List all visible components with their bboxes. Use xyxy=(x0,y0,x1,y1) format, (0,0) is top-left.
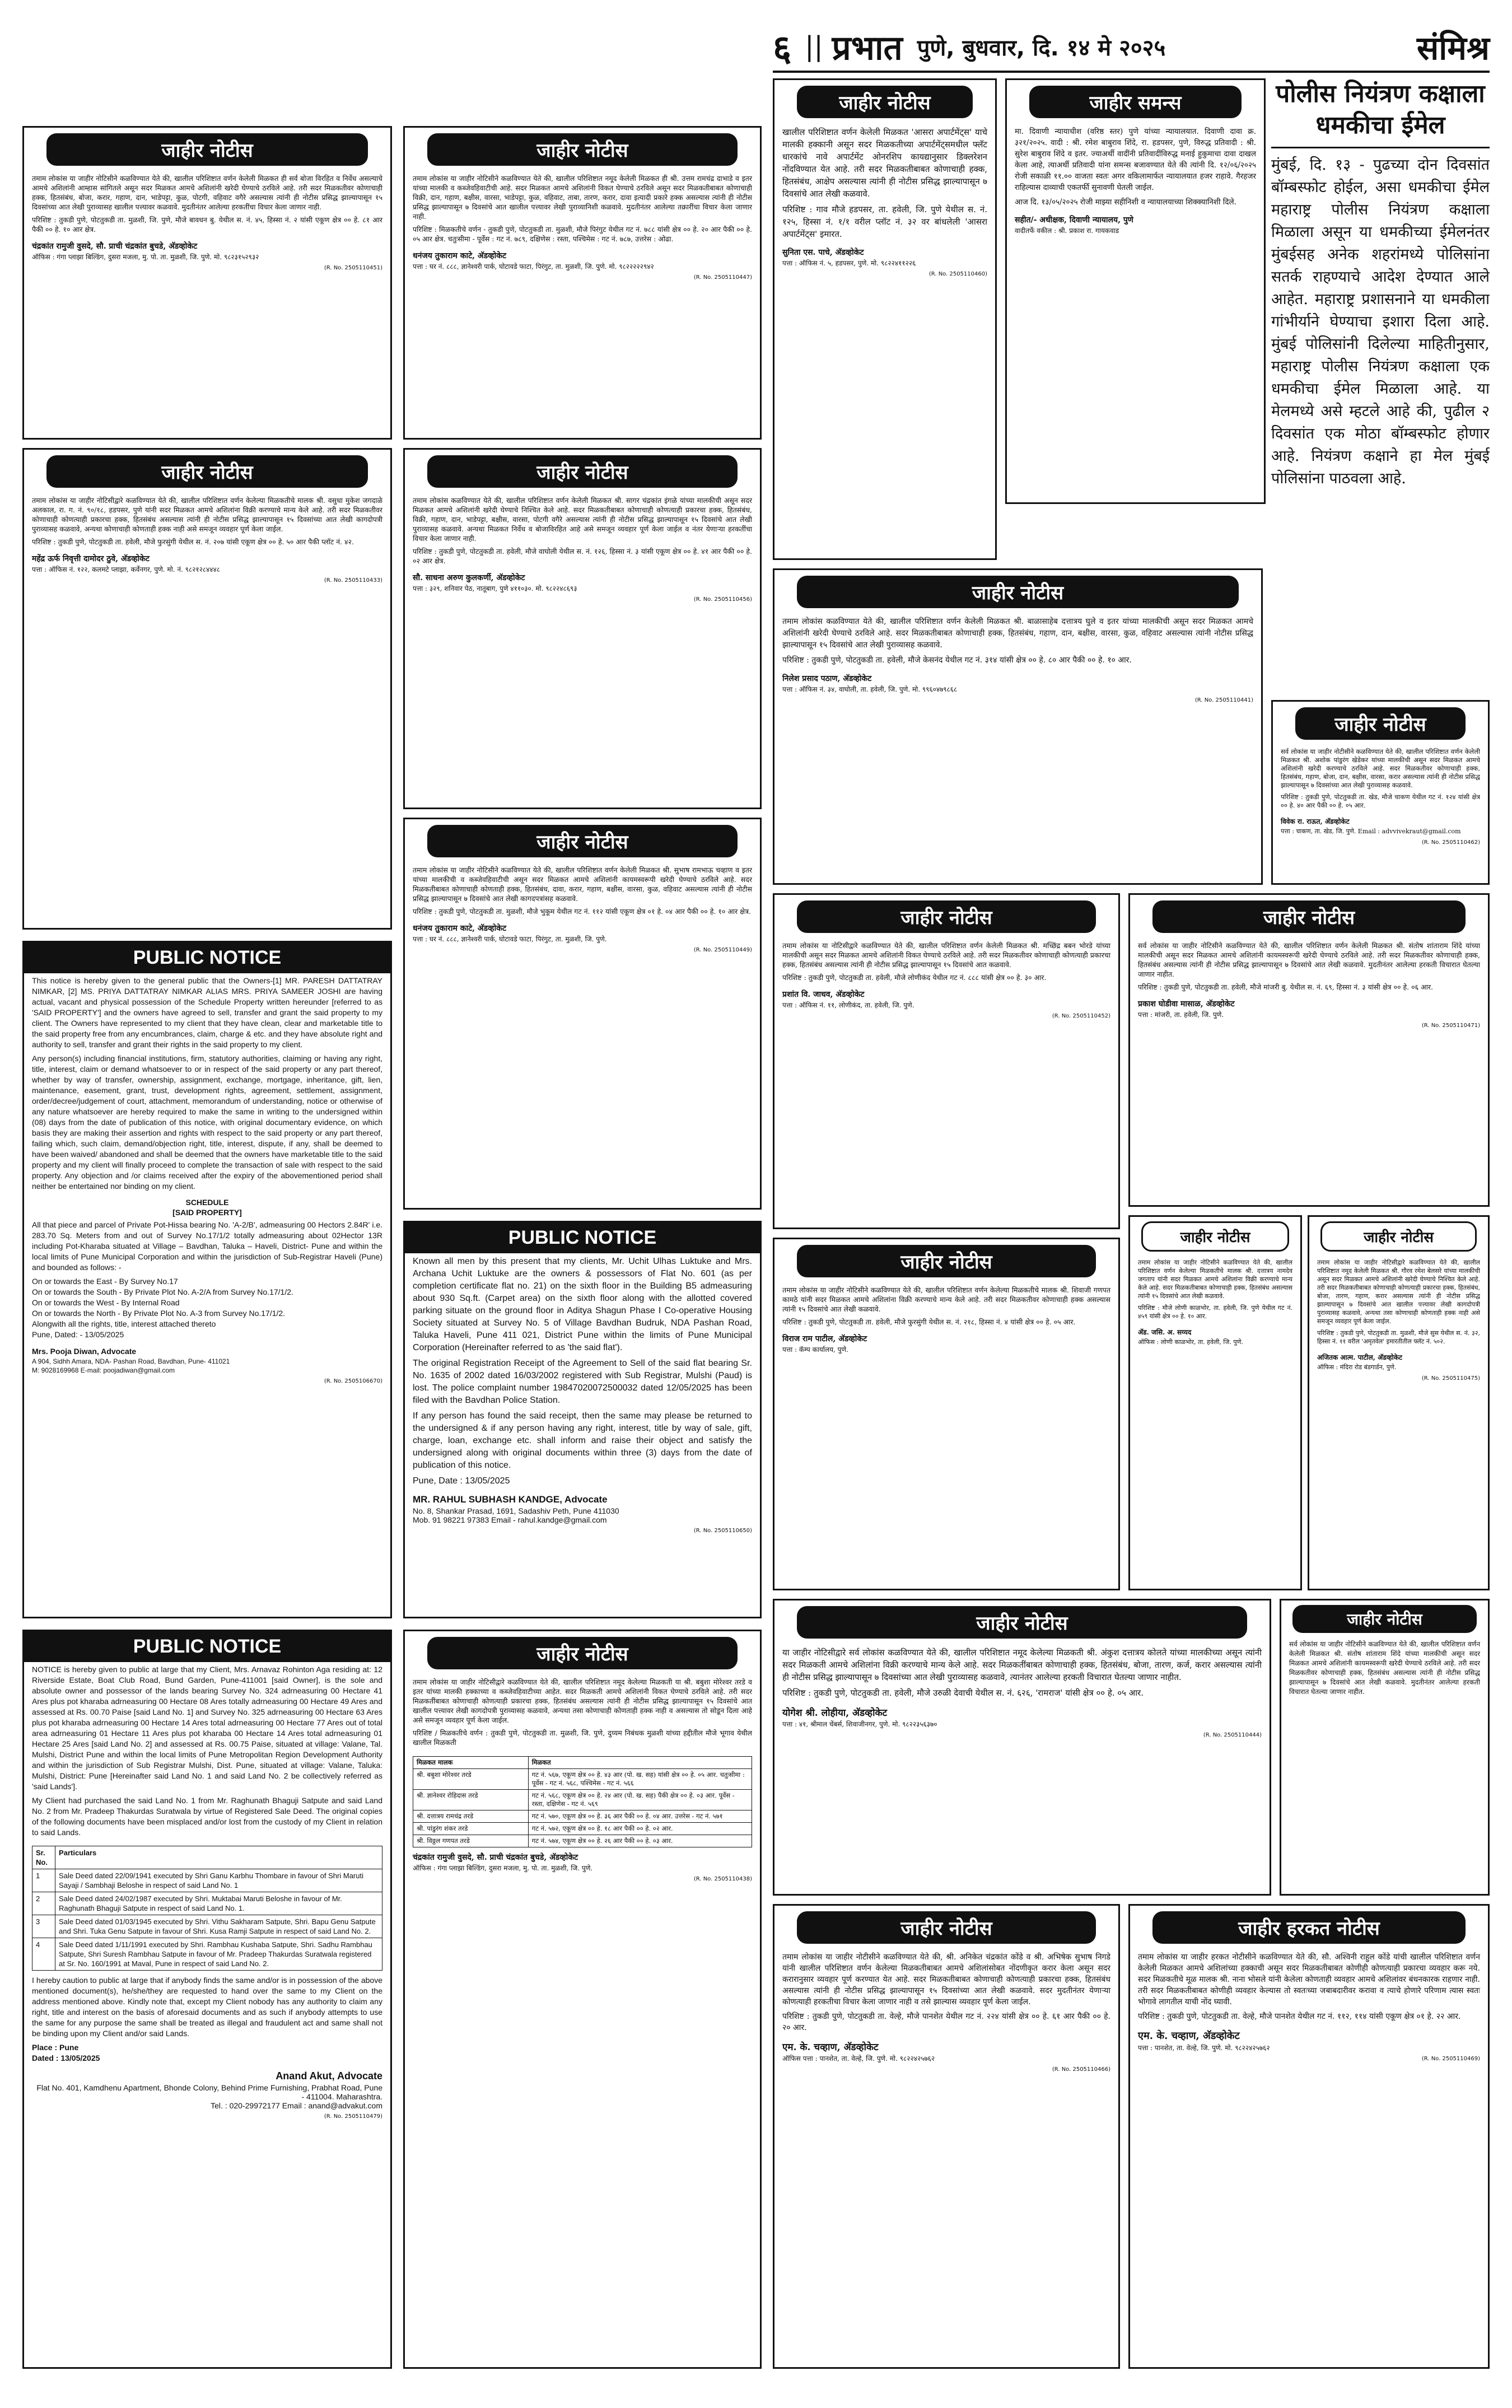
notice-signatory: धनंजय तुकाराम काटे, अ‍ॅडव्होकेट xyxy=(413,924,506,933)
notice-address: पत्ता : चाकण, ता. खेड, जि. पुणे. Email : advvivekraut@gmail.com xyxy=(1281,828,1461,835)
table-cell: 2 xyxy=(32,1892,55,1915)
news-headline: पोलीस नियंत्रण कक्षाला धमकीचा ईमेल xyxy=(1271,78,1490,148)
notice-address: पत्ता : घर नं. ८८८, ज्ञानेश्वरी पार्क, घोटावडे फाटा, पिरंगुट, ता. मुळशी, जि. पुणे. xyxy=(413,935,607,943)
notice-heading: जाहीर नोटीस xyxy=(427,825,738,857)
notice-address: पत्ता : घर नं. ८८८, ज्ञानेश्वरी पार्क, घोटावडे फाटा, पिरंगुट, ता. मुळशी, जि. पुणे. मो. ९८२२२२२९४२ xyxy=(413,263,654,270)
notice-box xyxy=(403,448,762,809)
table-cell: श्री. विठ्ठल गणपत तरडे xyxy=(413,1835,529,1847)
release-number: (R. No. 2505110650) xyxy=(693,1528,752,1534)
notice-signatory: चंद्रकांत रामुजी वुसदे, सौ. प्राची चंद्रकांत बुचडे, अ‍ॅडव्होकेट xyxy=(413,1853,578,1862)
table-cell: Sale Deed dated 22/09/1941 executed by Shri Ganu Karbhu Thombare in favour of Shri Maruti Sayaji / Sambhaji Beloshe in respect of said Land No. 1 xyxy=(55,1869,382,1892)
notice-heading: जाहीर हरकत नोटीस xyxy=(1152,1911,1466,1944)
notice-paragraph: My Client had purchased the said Land No. 1 from Mr. Raghunath Bhaguji Satpute and said Land No. 2 from Mr. Pradeep Thakurdas Suratwala by virtue of Registered Sale Deed. The original copies of the following documents have been misplaced and/or lost from the custody of my Client in relation to said Lands. xyxy=(32,1796,382,1837)
release-number: (R. No. 2505110469) xyxy=(1421,2056,1480,2062)
notice-body: तमाम लोकांस या जाहीर नोटिसीने कळविण्यात येते की, खालील परिशिष्टात वर्णन केलेल्या मिळकतीचे मालक श्री. दत्तात्रय नामदेव जगताप यांनी सदर मिळकत आमचे अशिलांना विक्री करण्याचे मान्य केले आहे. सदर मिळकतीबाबत कोणाचाही हक्क, हितसंबंध असल्यास त्यांनी १५ दिवसांचे आत लेखी कळवावे. xyxy=(1138,1259,1292,1300)
notice-address: पत्ता : ऑफिस नं. १२२, कलमटे प्लाझा, कर्वेनगर, पुणे. मो. नं. ९८२१२८४४४८ xyxy=(32,566,221,573)
notice-schedule: परिशिष्ट : तुकडी पुणे, पोटतुकडी ता. हवेली, मौजे केसनंद येथील गट नं. ३१४ यांसी क्षेत्र ०० हे. ८० आर पैकी ०० हे. १० आर. xyxy=(782,656,1132,665)
notice-box xyxy=(773,1238,1120,1590)
table-cell: गट नं. ५७२, एकूण क्षेत्र ०० हे. १८ आर पैकी ०० हे. ०२ आर. xyxy=(528,1823,752,1835)
notice-box xyxy=(22,448,392,930)
notice-heading: जाहीर नोटीस xyxy=(797,1911,1096,1944)
notice-signatory: विराज राम पाटील, अ‍ॅडव्होकेट xyxy=(782,1334,867,1343)
release-number: (R. No. 2505110441) xyxy=(1194,697,1253,703)
notice-signatory: अजितक आत्म. पाटील, अ‍ॅडव्होकेट xyxy=(1317,1354,1402,1361)
notice-body: तमाम लोकांस या जाहीर हरकत नोटीसीने कळविण्यात येते की, सौ. अश्विनी राहुल कोंडे यांची खालील परिशिष्टात वर्णन केलेली मिळकत आमचे अशिलांच्या हक्काची असून सदर मिळकतीबाबत कोणीही कोणत्याही प्रकारचा व्यवहार करू नये. सदर मिळकतीचे मूळ मालक श्री. नाना भोसले यांनी केलेला कोणताही व्यवहार आमचे अशिलांवर बंधनकारक राहणार नाही. तरी सदर मिळकतीबाबत कोणीही व्यवहार केल्यास तो स्वतःच्या जबाबदारीवर करावा व त्याचे होणारे परिणाम त्यास स्वतः भोगावे लागतील याची नोंद घ्यावी. xyxy=(1138,1953,1480,2006)
notice-signatory: सौ. साधना अरुण कुलकर्णी, अ‍ॅडव्होकेट xyxy=(413,573,525,582)
notice-box xyxy=(1271,700,1490,885)
notice-heading: जाहीर नोटीस xyxy=(1292,1605,1477,1633)
notice-heading: जाहीर नोटीस xyxy=(46,455,368,488)
notice-schedule: परिशिष्ट : गाव मौजे हडपसर, ता. हवेली, जि. पुणे येथील स. नं. १२५, हिस्सा नं. १/१ वरील प्लॉट नं. ३२ वर बांधलेली 'आसरा अपार्टमेंट्स' इमारत. xyxy=(782,204,987,239)
table-cell: 1 xyxy=(32,1869,55,1892)
notice-body: तमाम लोकांस कळविण्यात येते की, खालील परिशिष्टात वर्णन केलेली मिळकत श्री. सागर चंद्रकांत इंगळे यांच्या मालकीची असून सदर मिळकत आमचे अशिलांनी खरेदी घेण्याचे निश्चित केले आहे. सदर मिळकतीबाबत कोणाचाही कोणत्याही प्रकारचा हक्क, हितसंबंध, विक्री, गहाण, दान, भाडेपट्टा, बक्षीस, वारसा, पोटगी वगैरे असल्यास त्यांनी ही नोटीस प्रसिद्ध झाल्यापासून १५ दिवसांचे आत लेखी पुराव्यासह कळवावे. अन्यथा मिळकत निर्वेध व बोजाविरहित आहे असे समजून व्यवहार पूर्ण केला जाईल व नंतर येणाऱ्या हरकतींचा विचार केला जाणार नाही. xyxy=(413,496,752,543)
notice-signatory: Anand Akut, Advocate xyxy=(276,2070,382,2082)
table-header: Particulars xyxy=(55,1846,382,1869)
notice-schedule: परिशिष्ट : तुकडी पुणे, पोटतुकडी ता. हवेली, मौजे उरुळी देवाची येथील स. नं. ६२६, 'रामराज' यांसी क्षेत्र ०० हे. ०५ आर. xyxy=(782,1688,1144,1698)
release-number: (R. No. 2505110466) xyxy=(1052,2066,1110,2073)
notice-heading: जाहीर नोटीस xyxy=(427,1637,738,1669)
news-story xyxy=(1271,78,1490,692)
table-row xyxy=(32,1938,382,1971)
notice-address: वादीतर्फे वकील : श्री. प्रकाश रा. गायकवाड xyxy=(1015,227,1119,235)
public-notice-box xyxy=(22,941,392,1618)
table-cell: श्री. दत्तात्रय रामचंद्र तरडे xyxy=(413,1810,529,1823)
notice-body: तमाम लोकांस या जाहीर नोटिसीने कळविण्यात येते की, खालील परिशिष्टात वर्णन केलेली मिळकत ही सर्व बोजा विरहित व निर्वेध असल्याचे आमचे अशिलांनी आम्हास सांगितले असून सदर मिळकत आमचे अशिलांनी खरेदी घेण्याचे ठरविले आहे. तरी सदर मिळकतीवर कोणाचाही हक्क, हितसंबंध, बोजा, करार, गहाण, दान, भाडेपट्टा, कुळ, पोटगी, वहिवाट वगैरे असल्यास त्यांनी ही नोटीस प्रसिद्ध झाल्यापासून १५ दिवसांच्या आत लेखी पुराव्यासह खालील पत्त्यावर कळवावे. मुदतीनंतर आलेल्या हरकतींचा विचार केला जाणार नाही. xyxy=(32,174,382,211)
release-number: (R. No. 2505110471) xyxy=(1421,1023,1480,1029)
notice-signatory: विवेक रा. राऊत, अ‍ॅडव्होकेट xyxy=(1281,818,1350,825)
notice-heading: PUBLIC NOTICE xyxy=(405,1222,760,1253)
property-table xyxy=(413,1756,752,1847)
notice-signatory: योगेश श्री. लोहीया, अ‍ॅडव्होकेट xyxy=(782,1707,888,1719)
release-number: (R. No. 2505110460) xyxy=(928,271,987,277)
table-cell: Sale Deed dated 24/02/1987 executed by Shri. Muktabai Maruti Beloshe in favour of Mr. Raghunath Bhaguji Satpute in respect of said Land No. 1. xyxy=(55,1892,382,1915)
notice-box xyxy=(773,78,997,560)
notice-heading: जाहीर नोटीस xyxy=(427,455,738,488)
notice-address: Flat No. 401, Kamdhenu Apartment, Bhonde Colony, Behind Prime Furnishing, Prabhat Road, Pune - 411004. Maharashtra. Tel. : 020-29972177 Email : anand@advakut.com xyxy=(36,2083,382,2110)
notice-paragraph: If any person has found the said receipt, then the same may please be returned to the undersigned & if any person having any right, interest, title by way of sale, gift, charge, loan, exchange etc. shall inform and raise their object and satisfy the undersigned along with original documents within three (3) days from the date of publication of this notice. xyxy=(413,1411,752,1470)
public-notice-box xyxy=(403,1221,762,1618)
notice-heading: जाहीर नोटीस xyxy=(427,133,738,166)
notice-schedule: परिशिष्ट : तुकडी पुणे, पोटतुकडी ता. मुळशी, मौजे भुकूम येथील गट नं. ११२ यांसी एकूण क्षेत्र ०१ हे. ०४ आर पैकी ०० हे. १० आर क्षेत्र. xyxy=(413,907,752,916)
notice-body: तमाम लोकांस या जाहीर नोटिसीने कळविण्यात येते की, खालील परिशिष्टात नमूद केलेली मिळकत ही श्री. उत्तम रामचंद्र दाभाडे व इतर यांच्या मालकी व कब्जेवहिवाटीची आहे. सदर मिळकत आमचे अशिलांनी विकत घेण्याचे ठरविले असून सदर मिळकतीबाबत कोणाचाही विक्री, दान, गहाण, बक्षीस, वारसा, भाडेपट्टा, कुळ, वहिवाट, ताबा, तारण, करार, दावा इत्यादी प्रकारे हक्क असल्यास त्यांनी ही नोटीस प्रसिद्ध झाल्यापासून ७ दिवसांचे आत खालील पत्त्यावर लेखी पुराव्यानिशी कळवावे. मुदतीनंतर आलेल्या तक्रारींचा विचार केला जाणार नाही. xyxy=(413,174,752,221)
notice-box xyxy=(403,1630,762,2369)
notice-body: तमाम लोकांस या जाहीर नोटीसीने कळविण्यात येते की, श्री. अनिकेत चंद्रकांत कोंडे व श्री. अभिषेक सुभाष निगडे यांनी खालील परिशिष्टात वर्णन केलेल्या मिळकतीबाबत आमचे अशिलांसोबत नोंदणीकृत करार केला असून सदर करारानुसार व्यवहार पूर्ण करण्यात येत आहे. सदर मिळकतीबाबत कोणाचाही कोणत्याही प्रकारचा हक्क, हितसंबंध असल्यास त्यांनी ही नोटीस प्रसिद्ध झाल्यापासून १५ दिवसांच्या आत लेखी कळवावे. सदर मुदतीनंतर येणाऱ्या कोणत्याही हरकतीचा विचार केला जाणार नाही व तसे झाल्यास व्यवहार पूर्ण केला जाईल. xyxy=(782,1953,1110,2006)
notice-heading: जाहीर नोटीस xyxy=(797,900,1096,933)
notice-schedule: परिशिष्ट : तुकडी पुणे, पोटतुकडी ता. हवेली, मौजे फुरसुंगी येथील स. नं. २०७ यांसी एकूण क्षेत्र ०० हे. ५० आर पैकी प्लॉट नं. ४२. xyxy=(32,538,354,546)
table-cell: श्री. ज्ञानेश्वर रोहिदास तरडे xyxy=(413,1790,529,1810)
notice-schedule: परिशिष्ट : तुकडी पुणे, पोटतुकडी ता. हवेली, मौजे लोणीकंद येथील गट नं. ८८८ यांसी क्षेत्र ०० हे. ३० आर. xyxy=(782,973,1047,982)
notice-body: सर्व लोकांस या जाहीर नोटिसीने कळविण्यात येते की, खालील परिशिष्टात वर्णन केलेली मिळकत श्री. संतोष शांताराम शिंदे यांच्या मालकीची असून सदर मिळकत आमचे अशिलांनी कायमस्वरूपी खरेदी घेण्याचे ठरविले आहे. तरी सदर मिळकतीवर कोणाचाही हक्क, हितसंबंध असल्यास त्यांनी ही नोटीस प्रसिद्ध झाल्यापासून ७ दिवसांचे आत लेखी कळवावे. मुदतीनंतर आलेल्या हरकती विचारात घेतल्या जाणार नाहीत. xyxy=(1138,941,1480,978)
notice-body: तमाम लोकांस या नोटिसीद्वारे कळविण्यात येते की, खालील परिशिष्टात वर्णन केलेली मिळकत श्री. मच्छिंद्र बबन भोरडे यांच्या मालकीची असून सदर मिळकत आमचे अशिलांनी विकत घेण्याचे ठरविले आहे. तरी सदर मिळकतीवर कोणाचाही कोणत्याही प्रकारचा हक्क, हितसंबंध असल्यास त्यांनी ही नोटीस प्रसिद्ध झाल्यापासून १५ दिवसांचे आत कळवावे. xyxy=(782,941,1110,969)
notice-signatory: धनंजय तुकाराम काटे, अ‍ॅडव्होकेट xyxy=(413,251,506,260)
notice-address: ऑफिस : गंगा प्लाझा बिल्डिंग, दुसरा मजला, मु. पो. ता. मुळशी, जि. पुणे. xyxy=(413,1864,593,1872)
notice-schedule-intro: परिशिष्ट / मिळकतीचे वर्णन : तुकडी पुणे, पोटतुकडी ता. मुळशी, जि. पुणे, दुय्यम निबंधक मुळशी यांच्या हद्दीतील मौजे भूगाव येथील खालील मिळकती xyxy=(413,1729,752,1747)
notice-signatory: Mrs. Pooja Diwan, Advocate xyxy=(32,1347,137,1356)
notice-signatory: सहीत/- अधीक्षक, दिवाणी न्यायालय, पुणे xyxy=(1015,216,1133,225)
table-cell: श्री. बबुशा मोरेश्वर तरडे xyxy=(413,1769,529,1790)
table-row xyxy=(413,1769,752,1790)
notice-paragraph: Known all men by this present that my clients, Mr. Uchit Ulhas Luktuke and Mrs. Archana Uchit Luktuke are the owners & possessors of Flat No. 601 (as per completion certificate flat no. 21) on the sixth floor in the Building B5 admeasuring about 930 Sq.ft. (Carpet area) on the sixth floor along with the allotted covered parking situate on the ground floor in Aditya Shagun Phase I Co-operative Housing Society situated at Survey No. 5 of Village Bavdhan Budruk, NDA Pashan Road, Taluka Haveli, Pune 411 021, District Pune within the limits of Pune Municipal Corporation (Hereinafter referred to as 'the said flat'). xyxy=(413,1257,752,1352)
notice-body: तमाम लोकांस या जाहीर नोटिसीद्वारे कळविण्यात येते की, खालील परिशिष्टात नमूद केलेली मिळकत श्री. गौरव रमेश बेलसरे यांच्या मालकीची असून सदर मिळकत आमचे अशिलांनी खरेदी घेण्याचे निश्चित केले आहे. तरी सदर मिळकतीबाबत कोणाचाही कोणत्याही प्रकारचा हक्क, हितसंबंध, बोजा, तारण, गहाण, करार असल्यास त्यांनी ही नोटीस प्रसिद्ध झाल्यापासून ७ दिवसांचे आत खालील पत्त्यावर लेखी कागदोपत्री पुराव्यासह कळवावे, अन्यथा तसा कोणाचाही कोणताही हक्क नाही असे समजून व्यवहार पूर्ण केला जाईल. xyxy=(1317,1259,1480,1325)
notice-box xyxy=(1280,1599,1490,1896)
lost-documents-table xyxy=(32,1846,382,1971)
release-number: (R. No. 2505110433) xyxy=(324,577,382,584)
notice-schedule: परिशिष्ट : तुकडी पुणे, पोटतुकडी ता. मुळशी, जि. पुणे, मौजे बावधन बु. येथील स. नं. ४५, हिस्सा नं. २ यांसी एकूण क्षेत्र ०० हे. ८१ आर पैकी ०० हे. १० आर क्षेत्र. xyxy=(32,216,382,234)
notice-body: सर्व लोकांस या जाहीर नोटिसीने कळविण्यात येते की, खालील परिशिष्टात वर्णन केलेली मिळकत श्री. संतोष शांताराम शिंदे यांच्या मालकीची असून सदर मिळकत आमचे अशिलांनी कायमस्वरूपी खरेदी घेण्याचे ठरविले आहे. तरी सदर मिळकतीवर कोणाचाही हक्क, हितसंबंध असल्यास त्यांनी ही नोटीस प्रसिद्ध झाल्यापासून ७ दिवसांचे आत लेखी कळवावे. मुदतीनंतर आलेल्या हरकती विचारात घेतल्या जाणार नाहीत. xyxy=(1289,1640,1480,1696)
notice-address: पत्ता : ४१, श्रीमाल चेंबर्स, शिवाजीनगर, पुणे. मो. ९८२२३५६३७० xyxy=(782,1720,937,1728)
notice-signatory: चंद्रकांत रामुजी वुसदे, सौ. प्राची चंद्रकांत बुचडे, अ‍ॅडव्होकेट xyxy=(32,242,198,251)
notice-place-date: Place : Pune Dated : 13/05/2025 xyxy=(32,2043,100,2062)
summons-box xyxy=(1005,78,1266,504)
newspaper-page xyxy=(22,22,1490,2386)
notice-heading: जाहीर नोटीस xyxy=(1295,707,1466,740)
notice-box xyxy=(403,818,762,1210)
notice-paragraph: This notice is hereby given to the general public that the Owners-[1] MR. PARESH DATTATRAY NIMKAR, [2] MS. PRIYA DATTATRAY NIMKAR ALIAS MRS. PRIYA SAMEER JOSHI are having actual, vacant and physical possession of the Schedule Property written hereunder [referred to as 'SAID PROPERTY'] and the owners have agreed to sell, transfer and grant the said property to my client. The Owners have represented to my client that they have clean, clear and marketable title to the said property free from any encumbrances, claim, charge & etc. and they have absolute right and authority to sell, transfer and grant their rights in the said property to my client. xyxy=(32,976,382,1049)
release-number: (R. No. 2505110438) xyxy=(693,1876,752,1882)
notice-schedule: परिशिष्ट : तुकडी पुणे, पोटतुकडी ता. मुळशी, मौजे सुस येथील स. नं. ३२, हिस्सा नं. ११ वरील 'अमृतवेल' इमारतीतील फ्लॅट नं. ५०२. xyxy=(1317,1329,1480,1345)
summons-body: मा. दिवाणी न्यायाधीश (वरिष्ठ स्तर) पुणे यांच्या न्यायालयात. दिवाणी दावा क्र. ३२१/२०२५. वादी : श्री. रमेश बाबुराव शिंदे, रा. हडपसर, पुणे, विरुद्ध प्रतिवादी : श्री. सुरेश बाबुराव शिंदे व इतर. ज्याअर्थी वादींनी प्रतिवादींविरुद्ध मनाई हुकुमाचा दावा दाखल केला आहे, त्याअर्थी प्रतिवादी यांना समन्स बजावण्यात येते की त्यांनी दि. १२/०६/२०२५ रोजी सकाळी ११.०० वाजता स्वतः अगर वकिलामार्फत न्यायालयात हजर राहावे. गैरहजर राहिल्यास दाव्याची एकतर्फी सुनावणी घेतली जाईल. xyxy=(1015,127,1256,192)
page-number: ६ xyxy=(773,27,792,69)
notice-address: ऑफिस : मंदिरा रोड बंडगार्डन, पुणे. xyxy=(1317,1364,1397,1371)
notice-signatory: प्रशांत वि. जाधव, अ‍ॅडव्होकेट xyxy=(782,990,865,999)
notice-heading: जाहीर नोटीस xyxy=(797,1245,1096,1277)
table-cell: श्री. पांडुरंग शंकर तरडे xyxy=(413,1823,529,1835)
release-number: (R. No. 2505110452) xyxy=(1052,1013,1110,1019)
notice-paragraph: Any person(s) including financial institutions, firm, statutory authorities, claiming or having any right, title, interest, claim or demand whatsoever to or in respect of the said property or any part thereof, whether by way of transfer, ownership, assignment, exchange, mortgage, inheritance, gift, lien, maintenance, easement, grant, trust, development rights, agreement, settlement, assignment, order/decree/judgement of court, attachment, memorandum of understanding, notice or otherwise of any nature whatsoever are hereby required to make the same in writing to the undersigned within (08) days from the date of publication of this notice, with original documentary evidence, on which basis they are making their assertion and rights with respect to the said property or any part thereof, failing which, such claim, demand/objection right, title, interest, dispute, if any, shall be deemed to have been waived/ abandoned and shall be deemed that the owners have marketable title to the said property and my client will finally proceed to complete the transaction of sale with respect to the said property. Any objection and /or claims received after the expiry of the abovementioned period shall neither be entertained nor binding on my client. xyxy=(32,1054,382,1191)
notice-address: ऑफिस पत्ता : पानशेत, ता. वेल्हे, जि. पुणे. मो. ९८२२४२५७६२ xyxy=(782,2055,935,2062)
notice-paragraph: The original Registration Receipt of the Agreement to Sell of the said flat bearing Sr. No. 1635 of 2002 dated 16/03/2002 registered with Sub Registrar, Mulshi (Paud) is lost. The police complaint number 19847020072500032 dated 12/05/2025 has been filed with the Bavdhan Police Station. xyxy=(413,1359,752,1405)
notice-body: तमाम लोकांस या जाहीर नोटिसीने कळविण्यात येते की, खालील परिशिष्टात वर्णन केलेल्या मिळकतीचे मालक श्री. शिवाजी गणपत कामठे यांनी सदर मिळकत आमचे अशिलांना विक्री करण्याचे मान्य केले आहे. तरी सदर मिळकतीवर कोणाचाही हक्क असल्यास त्यांनी १५ दिवसांचे आत लेखी कळवावे. xyxy=(782,1286,1110,1313)
schedule-title: SCHEDULE [SAID PROPERTY] xyxy=(172,1198,242,1217)
table-cell: Sale Deed dated 01/03/1945 executed by Shri. Vithu Sakharam Satpute, Shri. Bapu Genu Satpute and Shri. Tuka Genu Satpute in favour of Shri. Kusa Ramji Satpute in respect of said Land No. 2. xyxy=(55,1915,382,1938)
news-text: मुंबई, दि. १३ - पुढच्या दोन दिवसांत बॉम्बस्फोट होईल, असा धमकीचा ईमेल महाराष्ट्र पोलीस नियंत्रण कक्षाला मिळाला असून या धमकीच्या ईमेलनंतर मुंबईसह अनेक शहरांमध्ये पोलिसांना सतर्क राहण्याचे आदेश देण्यात आले आहेत. महाराष्ट्र प्रशासनाने या धमकीला गांभीर्याने घेण्याचा इशारा दिला आहे. मुंबई पोलिसांनी दिलेल्या माहितीनुसार, महाराष्ट्र पोलीस नियंत्रण कक्षाला एक धमकीचा ईमेल मिळाला आहे. या मेलमध्ये असे म्हटले आहे की, पुढील २ दिवसांत एक मोठा बॉम्बस्फोट होणार आहे. नियंत्रण कक्षाने हा मेल मुंबई पोलिसांना पाठवला आहे. xyxy=(1271,156,1490,487)
table-cell: गट नं. ५६७, एकूण क्षेत्र ०० हे. ४३ आर (पो. ख. सह) यांसी क्षेत्र ०० हे. ०५ आर. चतुःसीमा : पूर्वेस - गट नं. ५६८, पश्चिमेस - गट नं. ५६६ xyxy=(528,1769,752,1790)
notice-box xyxy=(1308,1215,1490,1590)
masthead xyxy=(773,22,1490,73)
notice-schedule: परिशिष्ट : तुकडी पुणे, पोटतुकडी ता. वेल्हे, मौजे पानशेत येथील गट नं. ११२, ११४ यांसी एकूण क्षेत्र ०१ हे. २२ आर. xyxy=(1138,2012,1461,2021)
release-number: (R. No. 2505106670) xyxy=(324,1378,382,1384)
notice-address: पत्ता : ऑफिस नं. ५, हडपसर, पुणे. मो. ९८२२४११२२६ xyxy=(782,259,916,267)
table-cell: गट नं. ५७४, एकूण क्षेत्र ०० हे. २६ आर पैकी ०० हे. ०३ आर. xyxy=(528,1835,752,1847)
objection-notice-box xyxy=(1128,1904,1490,2369)
notice-schedule: परिशिष्ट : मिळकतीचे वर्णन - तुकडी पुणे, पोटतुकडी ता. मुळशी, मौजे पिरंगुट येथील गट नं. ७८८ यांसी क्षेत्र ०० हे. २० आर पैकी ०० हे. ०५ आर क्षेत्र. चतुःसीमा - पूर्वेस : गट नं. ७८९, दक्षिणेस : रस्ता, पश्चिमेस : गट नं. ७८७, उत्तरेस : ओढा. xyxy=(413,225,752,243)
notice-box xyxy=(1128,1215,1302,1590)
release-number: (R. No. 2505110475) xyxy=(1421,1375,1480,1382)
notice-signatory: सुनिता एस. पाचे, अ‍ॅडव्होकेट xyxy=(782,248,864,257)
notice-address: पत्ता : ३२९, शनिवार पेठ, नातूबाग, पुणे ४११०३०. मो. ९८२२४८६९३ xyxy=(413,585,577,592)
notice-body: तमाम लोकांस या जाहीर नोटिसीने कळविण्यात येते की, खालील परिशिष्टात वर्णन केलेली मिळकत श्री. सुभाष रामभाऊ चव्हाण व इतर यांच्या मालकीची व कब्जेवहिवाटीची असून सदर मिळकत आमचे अशिलांनी कायमस्वरूपी खरेदी घेण्याचे ठरविले आहे. सदर मिळकतीबाबत कोणाचाही कोणताही हक्क, हितसंबंध, दावा, करार, गहाण, बक्षीस, वारसा, कुळ, वहिवाट असल्यास त्यांनी ही नोटीस प्रसिद्ध झाल्यापासून ७ दिवसांचे आत लेखी कागदपत्रांसह कळवावे. xyxy=(413,866,752,903)
table-cell: गट नं. ५७०, एकूण क्षेत्र ०० हे. ३६ आर पैकी ०० हे. ०४ आर. उत्तरेस - गट नं. ५७१ xyxy=(528,1810,752,1823)
notice-heading: जाहीर नोटीस xyxy=(1320,1221,1477,1252)
table-cell: 4 xyxy=(32,1938,55,1971)
notice-paragraph: All that piece and parcel of Private Pot-Hissa bearing No. 'A-2/B', admeasuring 00 Hectors 2.84R' i.e. 283.70 Sq. Meters from and out of Survey No.17/1/2 totally admeasuring about 02Hector 13R including Pot-Kharaba situated at Village – Bavdhan, Taluka – Haveli, District- Pune and within the local limits of Pune Municipal Corporation and within the jurisdiction of Sub-Registrar Haveli (Pune) and bounded as follows: - xyxy=(32,1220,382,1272)
notice-heading: जाहीर नोटीस xyxy=(797,1606,1247,1639)
release-number: (R. No. 2505110462) xyxy=(1421,839,1480,846)
release-number: (R. No. 2505110444) xyxy=(1203,1732,1262,1738)
notice-heading: PUBLIC NOTICE xyxy=(24,1631,390,1662)
public-notice-box xyxy=(22,1630,392,2369)
notice-address: पत्ता : पानशेत, ता. वेल्हे, जि. पुणे. मो. ९८२२४२५७६२ xyxy=(1138,2044,1270,2052)
notice-address: पत्ता : ऑफिस नं. ३४, वाघोली, ता. हवेली, जि. पुणे. मो. ९९६०४७९८६८ xyxy=(782,685,958,693)
table-row xyxy=(413,1835,752,1847)
release-number: (R. No. 2505110449) xyxy=(693,947,752,953)
table-row xyxy=(32,1892,382,1915)
notice-box xyxy=(773,1904,1120,2369)
notice-box xyxy=(773,568,1263,885)
notice-box xyxy=(22,126,392,440)
notice-heading: जाहीर नोटीस xyxy=(797,86,973,118)
notice-place-date: Pune, Date : 13/05/2025 xyxy=(413,1476,510,1486)
notice-body: सर्व लोकांस या जाहीर नोटीसीने कळविण्यात येते की, खालील परिशिष्टात वर्णन केलेली मिळकत श्री. अशोक पांडुरंग खेडेकर यांच्या मालकीची असून सदर मिळकत आमचे अशिलांनी खरेदी करण्याचे ठरविले आहे. सदर मिळकतीवर कोणाचाही हक्क, हितसंबंध, गहाण, बोजा, दान, बक्षीस, वारसा, करार असल्यास त्यांनी ही नोटीस प्रसिद्ध झाल्यापासून ७ दिवसांच्या आत लेखी पुराव्यासह कळवावे. xyxy=(1281,748,1480,789)
release-number: (R. No. 2505110456) xyxy=(693,596,752,603)
table-row xyxy=(413,1823,752,1835)
section-name: संमिश्र xyxy=(1417,29,1490,67)
table-header: मिळकत मालक xyxy=(413,1757,529,1769)
table-header: मिळकत xyxy=(528,1757,752,1769)
masthead-separator: || xyxy=(805,31,823,62)
notice-signatory: प्रकाश घोडीवा मासाळ, अ‍ॅडव्होकेट xyxy=(1138,1000,1235,1009)
notice-schedule: परिशिष्ट : तुकडी पुणे, पोटतुकडी ता. खेड, मौजे चाकण येथील गट नं. १२४ यांसी क्षेत्र ०० हे. ४० आर पैकी ०० हे. ०५ आर. xyxy=(1281,793,1480,809)
notice-signatory: MR. RAHUL SUBHASH KANDGE, Advocate xyxy=(413,1494,608,1505)
notice-heading: जाहीर नोटीस xyxy=(1141,1221,1289,1252)
notice-box xyxy=(773,1599,1271,1896)
notice-address: ऑफिस : लोणी काळभोर, ता. हवेली, जि. पुणे. xyxy=(1138,1338,1244,1346)
notice-box xyxy=(403,126,762,440)
notice-body: या जाहीर नोटिसीद्वारे सर्व लोकांस कळविण्यात येते की, खालील परिशिष्टात नमूद केलेल्या मिळकती श्री. अंकुश दत्तात्रय कोलते यांच्या मालकीच्या असून त्यांनी सदर मिळकती आमचे अशिलांना विक्री करण्याचे मान्य केले आहे. सदर मिळकतींबाबत कोणाचाही हक्क, हितसंबंध, बोजा, तारण, कर्ज, करार असल्यास त्यांनी ही नोटीस प्रसिद्ध झाल्यापासून ७ दिवसांच्या आत लेखी पुराव्यासह कळवावे, त्यानंतर आलेल्या हरकती विचारात घेतल्या जाणार नाहीत. xyxy=(782,1648,1262,1682)
table-row xyxy=(413,1790,752,1810)
release-number: (R. No. 2505110447) xyxy=(693,274,752,281)
notice-body: खालील परिशिष्टात वर्णन केलेली मिळकत 'आसरा अपार्टमेंट्स' याचे मालकी हक्कानी असून सदर मिळकतीच्या अपार्टमेंट्समधील फ्लॅट धारकांचे नावे अपार्टमेंट ओनरशिप कायद्यानुसार डिक्लरेशन नोंदविण्यात येत आहे. तरी सदर मिळकतीबाबत कोणाचाही हक्क, हितसंबंध, आक्षेप असल्यास त्यांनी ही नोटीस प्रसिद्ध झाल्यापासून ७ दिवसांचे आत लेखी कळवावे. xyxy=(782,127,987,199)
notice-boundaries: On or towards the East - By Survey No.17 On or towards the South - By Private Plot No. A-2/A from Survey No.17/1/2. On or towards the West - By Internal Road On or towards the North - By Private Plot No. A-3 from Survey No.17/1/2. Alongwith all the rights, title, interest attached thereto Pune, Dated: - 13/05/2025 xyxy=(32,1277,293,1339)
notice-heading: जाहीर नोटीस xyxy=(1152,900,1466,933)
notice-body: तमाम लोकांस या जाहीर नोटिसीद्वारे कळविण्यात येते की, खालील परिशिष्टात नमूद केलेल्या मिळकती या श्री. बबुशा मोरेश्वर तरडे व इतर यांच्या मालकी हक्काच्या व कब्जेवहिवाटीच्या आहेत. सदर मिळकती आमचे अशिलांनी विकत घेण्याचे ठरविले आहे. तरी सदर मिळकतींबाबत कोणाचाही कोणत्याही प्रकारचा हक्क, हितसंबंध असल्यास त्यांनी ही नोटीस प्रसिद्ध झाल्यापासून १५ दिवसांचे आत खालील पत्त्यावर लेखी कागदोपत्री पुराव्यासह कळवावे, अन्यथा तसा कोणाचाही कोणताही हक्क नाही व असल्यास तो सोडून दिला आहे असे समजून व्यवहार पूर्ण केला जाईल. xyxy=(413,1678,752,1724)
notice-paragraph: NOTICE is hereby given to public at large that my Client, Mrs. Arnavaz Rohinton Aga residing at: 12 Riverside Estate, Boat Club Road, Bund Garden, Pune-411001 [said Owner], is the sole and absolute owner and possessor of the lands bearing Survey No. 324 adrneasuring 00 Hectare 41 Ares plus pot kharaba adrneasuring 00 Hectare 08 Ares totally adrneasuring 00 Hectare 49 Ares and assessed at Rs. 00.70 Paise [said Land No. 1] and Survey No. 325 adrneasuring 00 Hectare 63 Ares plus pot kharaba adrneasuring 00 Hectare 14 Ares total adrneasuring 00 Hectare 77 Ares out of total area adrneasuring 01 Hectare 11 Ares plus pot kharaba 00 Hectare 14 Ares total adrneasuring 01 Hectare 25 Ares [said Land No. 2] and assessed at Rs. 00.75 Paise, situated at village: Valane, Tal. Mulshi, District Pune and within the local limits of Pune Metropolitan Region Development Authority and within the jurisdiction of Sub Registrar Mulshi, Dist. Pune, situated at village: Valane, Taluka: Mulshi, District: Pune [Hereinafter said Land No. 1 and said Land No. 2 be collectively referred as 'said Lands']. xyxy=(32,1665,382,1791)
dateline: पुणे, बुधवार, दि. १४ मे २०२५ xyxy=(917,35,1166,61)
table-row xyxy=(32,1915,382,1938)
notice-heading: जाहीर नोटीस xyxy=(797,576,1239,608)
notice-schedule: परिशिष्ट : तुकडी पुणे, पोटतुकडी ता. वेल्हे, मौजे पानशेत येथील गट नं. २२४ यांसी क्षेत्र ०० हे. ६१ आर पैकी ०० हे. २० आर. xyxy=(782,2012,1110,2032)
table-row xyxy=(413,1810,752,1823)
notice-address: ऑफिस : गंगा प्लाझा बिल्डिंग, दुसरा मजला, मु. पो. ता. मुळशी, जि. पुणे. मो. ९८२३१५२९३२ xyxy=(32,253,259,261)
notice-box xyxy=(773,893,1120,1229)
notice-signatory: एम. के. चव्हाण, अ‍ॅडव्होकेट xyxy=(782,2042,879,2053)
notice-heading: जाहीर समन्स xyxy=(1029,86,1242,118)
notice-signatory: ॲड. जसि. अ. सय्यद xyxy=(1138,1328,1192,1336)
brand-logo: प्रभात xyxy=(832,29,903,68)
notice-address: A 904, Sidhh Amara, NDA- Pashan Road, Bavdhan, Pune- 411021 M: 9028169968 E-mail: poojadiwan@gmail.com xyxy=(32,1357,230,1374)
notice-address: पत्ता : ऑफिस नं. ११, लोणीकंद, ता. हवेली, जि. पुणे. xyxy=(782,1001,914,1009)
notice-schedule: परिशिष्ट : तुकडी पुणे, पोटतुकडी ता. हवेली, मौजे मांजरी बु. येथील स. नं. ६९, हिस्सा नं. ३ यांसी क्षेत्र ०० हे. ०६ आर. xyxy=(1138,983,1433,991)
summons-detail: आज दि. १३/०५/२०२५ रोजी माझ्या सहीनिशी व न्यायालयाच्या शिक्क्यानिशी दिले. xyxy=(1015,198,1236,207)
notice-paragraph: I hereby caution to public at large that if anybody finds the same and/or is in possession of the above mentioned document(s), he/she/they are requested to hand over the same to my Client on the address mentioned above. Kindly note that, except my Client nobody has any authority to claim any right, title and interest on the basis of aforesaid documents and as such if anybody attempts to use the same for any purpose the same shall be treated as illegal and fraudulent act and same shall not be binding upon my Client and/or said Lands. xyxy=(32,1976,382,2038)
notice-body: तमाम लोकांस या जाहीर नोटिसीद्वारे कळविण्यात येते की, खालील परिशिष्टात वर्णन केलेल्या मिळकतीचे मालक श्री. वसुधा मुकेश जगदाळे अलकाल, रा. ग. नं. ९०/१८, हडपसर, पुणे यांनी सदर मिळकत आमचे अशिलांना विक्री करण्याचे मान्य केले आहे. तरी सदर मिळकतीवर कोणाचाही कोणत्याही प्रकारचा हक्क, हितसंबंध असल्यास त्यांनी ही नोटीस प्रसिद्ध झाल्यापासून १५ दिवसांच्या आत लेखी कागदोपत्री पुराव्यासह कळवावे, अन्यथा कोणाचाही कोणताही हक्क नाही असे समजून व्यवहार पूर्ण केला जाईल. xyxy=(32,496,382,533)
notice-schedule: परिशिष्ट : तुकडी पुणे, पोटतुकडी ता. हवेली, मौजे वाघोली येथील स. नं. १२६, हिस्सा नं. ३ यांसी एकूण क्षेत्र ०० हे. ४१ आर पैकी ०० हे. ०२ आर क्षेत्र. xyxy=(413,547,752,565)
release-number: (R. No. 2505110479) xyxy=(324,2113,382,2120)
notice-heading: जाहीर नोटीस xyxy=(46,133,368,166)
notice-address: पत्ता : मांजरी, ता. हवेली, जि. पुणे. xyxy=(1138,1011,1224,1019)
table-cell: Sale Deed dated 1/11/1991 executed by Shri. Rambhau Kushaba Satpute, Shri. Sadhu Rambhau Satpute, Shri Suresh Rambhau Satpute in favour of Mr. Pradeep Thakurdas Suratwala registered at Sr. No. 160/1991 at Maval, Pune in respect of said Land No. 2. xyxy=(55,1938,382,1971)
table-cell: 3 xyxy=(32,1915,55,1938)
notice-signatory: महेंद्र ऊर्फ निवृत्ती दामोदर ठुवे, अ‍ॅडव्होकेट xyxy=(32,554,150,563)
table-cell: गट नं. ५६८, एकूण क्षेत्र ०० हे. २४ आर (पो. ख. सह) पैकी क्षेत्र ०० हे. ०३ आर. पूर्वेस - रस्ता, दक्षिणेस - गट नं. ५६९ xyxy=(528,1790,752,1810)
notice-address: पत्ता : कॅम्प कार्यालय, पुणे. xyxy=(782,1346,848,1354)
notice-signatory: निलेश प्रसाद पठाण, अ‍ॅडव्होकेट xyxy=(782,674,872,683)
notice-heading: PUBLIC NOTICE xyxy=(24,942,390,973)
release-number: (R. No. 2505110451) xyxy=(324,265,382,271)
notice-schedule: परिशिष्ट : मौजे लोणी काळभोर, ता. हवेली, जि. पुणे येथील गट नं. ४५९ यांसी क्षेत्र ०० हे. १० आर. xyxy=(1138,1304,1292,1320)
notice-schedule: परिशिष्ट : तुकडी पुणे, पोटतुकडी ता. हवेली, मौजे फुरसुंगी येथील स. नं. २१८, हिस्सा नं. ४ यांसी क्षेत्र ०० हे. ०५ आर. xyxy=(782,1318,1076,1326)
notice-signatory: एम. के. चव्हाण, अ‍ॅडव्होकेट xyxy=(1138,2030,1240,2042)
notice-box xyxy=(1128,893,1490,1207)
table-row xyxy=(32,1869,382,1892)
table-header: Sr. No. xyxy=(32,1846,55,1869)
notice-body: तमाम लोकांस कळविण्यात येते की, खालील परिशिष्टात वर्णन केलेली मिळकत श्री. बाळासाहेब दत्तात्रय घुले व इतर यांच्या मालकीची असून सदर मिळकत आमचे अशिलांनी खरेदी घेण्याचे ठरविले आहे. सदर मिळकतीबाबत कोणाचाही हक्क, हितसंबंध, गहाण, दान, बक्षीस, वारसा, कुळ, वहिवाट असल्यास त्यांनी नोटीस प्रसिद्ध झाल्यापासून १५ दिवसांचे आत लेखी पुराव्यासह कळवावे. xyxy=(782,617,1253,650)
notice-address: No. 8, Shankar Prasad, 1691, Sadashiv Peth, Pune 411030 Mob. 91 98221 97383 Email - rahul.kandge@gmail.com xyxy=(413,1506,619,1524)
